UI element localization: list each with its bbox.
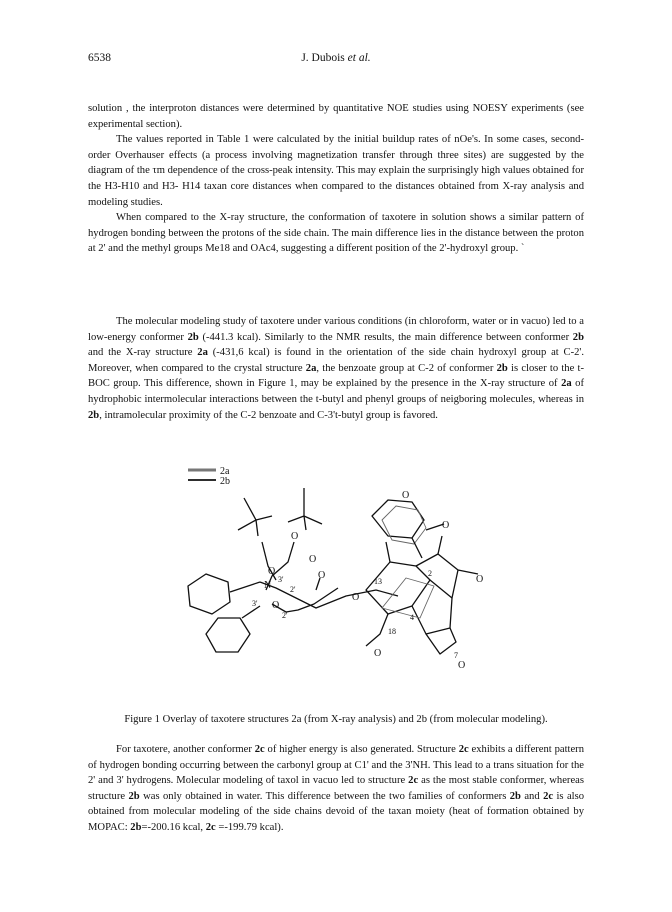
ring-left-bond xyxy=(230,582,260,592)
p4-bold-1: 2b xyxy=(187,331,199,343)
ring-left xyxy=(188,574,230,614)
position-label-2b: 2' xyxy=(282,611,288,620)
atom-label-o9: O xyxy=(374,648,382,659)
p5-text-7: is also obtained from molecular modeling of the side chains devoid of the taxan moiety (heat of formation obtained by MOPAC: xyxy=(88,790,585,833)
atom-label-o1: O xyxy=(291,531,299,542)
running-head-authors: J. Dubois xyxy=(301,52,345,64)
p4-text-8: , intramolecular proximity of the C-2 benzoate and C-3't-butyl group is favored. xyxy=(99,409,438,421)
paragraph-5 xyxy=(88,742,584,836)
p5-bold-7: 2b xyxy=(130,821,142,833)
position-label-7: 7 xyxy=(454,651,458,660)
atom-label-o6: O xyxy=(352,592,360,603)
atom-label-o8: O xyxy=(402,490,410,501)
atom-label-n: N xyxy=(264,580,272,591)
position-label-2: 2 xyxy=(428,569,432,578)
p4-text-1: The molecular modeling study of taxotere under various conditions (in chloroform, water or in vacuo) led to a low-energy conformer xyxy=(88,316,584,343)
atom-label-o10: O xyxy=(476,574,484,585)
position-label-18: 18 xyxy=(388,627,396,636)
paragraph-1: solution , the interproton distances were determined by quantitative NOE studies using NOESY experiments (see experimental section). xyxy=(88,103,584,130)
running-head-et-al: et al. xyxy=(347,52,371,64)
atom-label-o5: O xyxy=(318,570,326,581)
page-number: 6538 xyxy=(88,52,111,64)
atom-label-o7: O xyxy=(442,520,450,531)
atom-label-o11: O xyxy=(458,660,466,671)
p5-bold-2: 2c xyxy=(458,744,469,755)
paragraph-4 xyxy=(88,314,584,423)
ring-benzoate-2b xyxy=(382,506,426,544)
legend-label-2a: 2a xyxy=(220,466,230,477)
p4-bold-5: 2b xyxy=(496,362,508,374)
benzoate-bond xyxy=(412,538,422,558)
p5-text-6: and xyxy=(520,790,544,802)
molecule-overlay-drawing xyxy=(176,458,496,688)
p4-text-6: is closer to the t-BOC group. This difference, shown in Figure 1, may be explained by the presence in the X-ray structure of xyxy=(88,362,584,390)
ring-phenyl-lower xyxy=(206,618,250,652)
p5-text-8: =-200.16 kcal, xyxy=(141,821,206,833)
atom-label-o2: O xyxy=(309,554,317,565)
t-butyl-left xyxy=(238,498,272,536)
running-head xyxy=(0,52,672,64)
p4-text-7: of hydrophobic intermolecular interactions between the t-butyl and phenyl groups of neigboring molecules, whereas in xyxy=(88,378,584,405)
paragraph-3: When compared to the X-ray structure, the conformation of taxotere in solution shows a similar pattern of hydrogen bonding between the protons of the side chain. The main difference lies in the distance between the proton at 2' and the methyl groups Me18 and OAc4, suggesting a different position of the 2'-hydroxyl group. ` xyxy=(88,212,584,255)
p4-bold-4: 2a xyxy=(305,362,317,374)
figure-caption: Figure 1 Overlay of taxotere structures 2a (from X-ray analysis) and 2b (from molecular modeling). xyxy=(124,714,548,725)
figure-1 xyxy=(176,458,496,688)
ring-benzoate-2a xyxy=(372,500,424,538)
taxane-overlay-2a xyxy=(382,578,434,618)
p5-text-5: was only obtained in water. This difference between the two families of conformers xyxy=(139,790,510,802)
atom-label-o3: O xyxy=(268,566,276,577)
p4-bold-7: 2b xyxy=(88,409,100,421)
body-text-top xyxy=(88,101,584,257)
p5-bold-3: 2c xyxy=(408,775,419,787)
taxane-ring-d xyxy=(426,628,456,654)
p4-text-4: (-431,6 kcal) is found in the orientation of the side chain hydroxyl group at C-2'. Moreover, when compared to the crystal structure xyxy=(88,347,584,374)
body-text-middle xyxy=(88,314,584,423)
position-label-4: 4 xyxy=(410,613,414,622)
p5-text-1: For taxotere, another conformer xyxy=(116,744,255,755)
p5-text-2: of higher energy is also generated. Structure xyxy=(264,744,459,755)
p5-bold-6: 2c xyxy=(543,790,554,802)
p5-bold-1: 2c xyxy=(254,744,265,755)
p5-text-9: =-199.79 kcal). xyxy=(215,821,284,833)
p5-bold-4: 2b xyxy=(128,790,140,802)
t-butyl-top xyxy=(288,488,322,530)
body-text-bottom xyxy=(88,742,584,836)
position-label-2a: 2' xyxy=(290,585,296,594)
p4-text-2: (-441.3 kcal). Similarly to the NMR results, the main difference between conformer xyxy=(198,331,573,343)
p5-bold-8: 2c xyxy=(205,821,216,833)
p4-bold-3: 2a xyxy=(197,347,208,359)
p5-bold-5: 2b xyxy=(509,790,521,802)
atom-label-o4: O xyxy=(272,600,280,611)
taxane-ring-c xyxy=(412,598,452,634)
position-label-3a: 3' xyxy=(278,575,284,584)
p4-text-3: and the X-ray structure xyxy=(88,347,198,359)
p5-text-3: exhibits a different pattern of hydrogen bonding occurring between the carbonyl group at C1' and the 3'NH. This lead to a trans situation for the 2' and 3' hydrogens. Molecular modeling of taxol in vacuo led to structure xyxy=(88,744,584,787)
p5-text-4: as the most stable conformer, whereas structure xyxy=(88,775,584,802)
p4-text-5: , the benzoate group at C-2 of conformer xyxy=(316,362,497,374)
paragraph-2: The values reported in Table 1 were calculated by the initial buildup rates of nOe's. In some cases, second-order Overhauser effects (a process involving magnetization transfer through three sites) are suggested by the diagram of the τm dependence of the cross-peak intensity. This may explain the surprisingly high values obtained for the H3-H10 and H3- H14 taxan core distances when compared to the distances obtained from X-ray analysis and modeling studies. xyxy=(88,134,584,208)
p4-bold-2: 2b xyxy=(572,331,584,343)
p4-bold-6: 2a xyxy=(561,378,572,390)
position-label-13: 13 xyxy=(374,577,382,586)
position-label-3b: 3' xyxy=(252,599,258,608)
legend-label-2b: 2b xyxy=(220,476,230,487)
